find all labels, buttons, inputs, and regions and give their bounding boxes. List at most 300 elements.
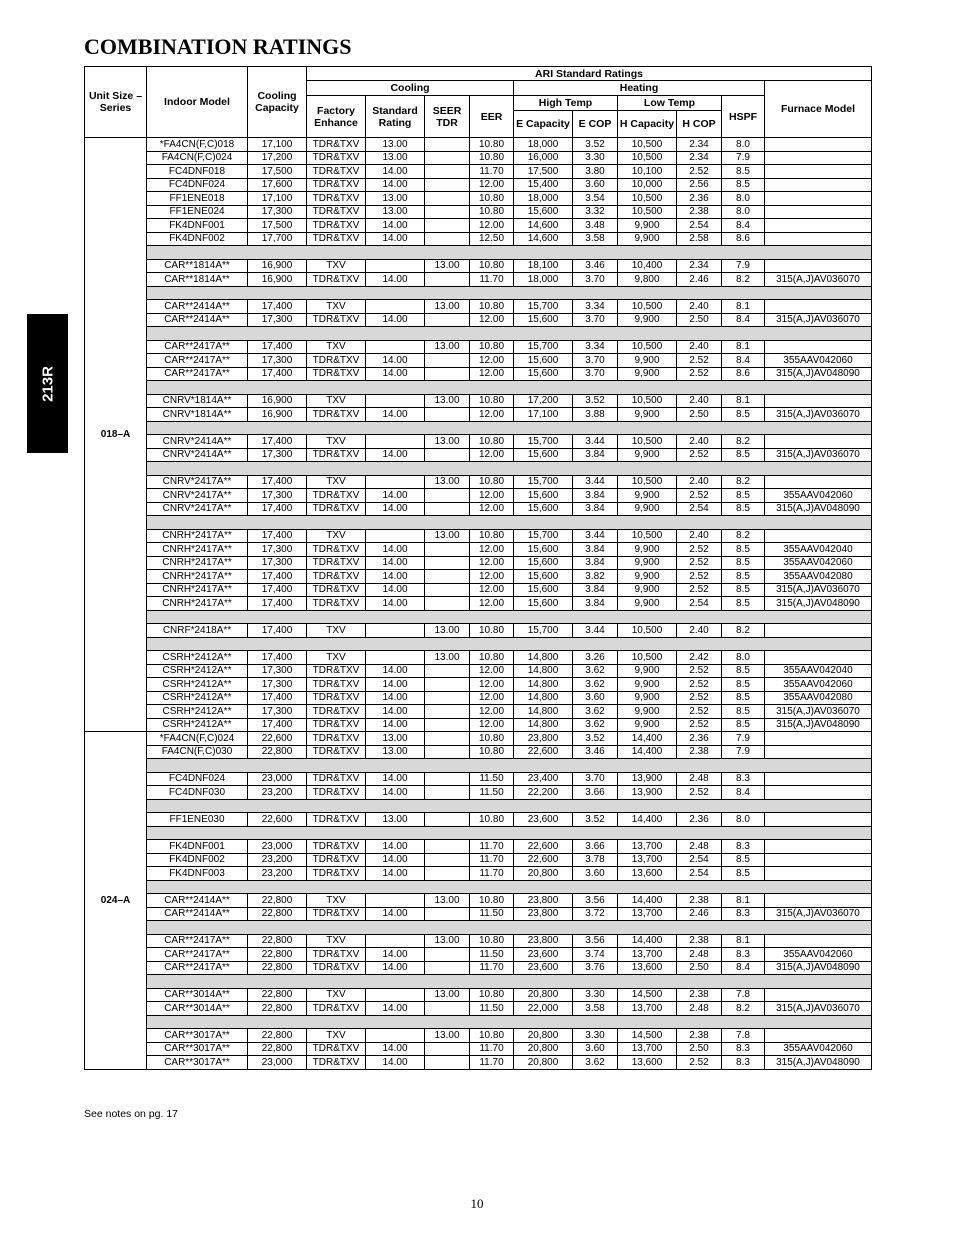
cell-standard-rating: 13.00	[366, 813, 425, 827]
cell-furnace-model: 315(A,J)AV036070	[765, 313, 872, 327]
cell-factory-enhance: TDR&TXV	[307, 556, 366, 570]
cell-hspf: 8.3	[722, 1042, 765, 1056]
cell-h-cop: 2.34	[677, 151, 722, 165]
table-row	[85, 840, 872, 854]
cell-indoor-model: *FA4CN(F,C)024	[147, 732, 248, 746]
cell-h-capacity: 13,700	[618, 840, 677, 854]
cell-indoor-model: FK4DNF002	[147, 853, 248, 867]
cell-h-capacity: 10,500	[618, 394, 677, 408]
cell-seer-tdr	[425, 273, 470, 287]
cell-hspf: 8.0	[722, 192, 765, 206]
cell-factory-enhance: TDR&TXV	[307, 151, 366, 165]
cell-eer: 10.80	[470, 138, 514, 152]
cell-h-cop: 2.48	[677, 772, 722, 786]
cell-furnace-model	[765, 934, 872, 948]
cell-seer-tdr	[425, 867, 470, 881]
cell-h-cop: 2.52	[677, 583, 722, 597]
cell-indoor-model: CNRV*1814A**	[147, 394, 248, 408]
cell-e-capacity: 15,600	[514, 502, 573, 516]
cell-h-capacity: 9,900	[618, 678, 677, 692]
cell-indoor-model: CAR**3017A**	[147, 1029, 248, 1043]
cell-seer-tdr: 13.00	[425, 651, 470, 665]
cell-furnace-model	[765, 178, 872, 192]
header-seer-tdr: SEER TDR	[425, 96, 470, 138]
cell-indoor-model: CSRH*2412A**	[147, 691, 248, 705]
cell-h-cop: 2.36	[677, 732, 722, 746]
cell-eer: 10.80	[470, 340, 514, 354]
cell-hspf: 8.5	[722, 165, 765, 179]
cell-factory-enhance: TXV	[307, 300, 366, 314]
cell-hspf: 8.5	[722, 178, 765, 192]
table-row	[85, 583, 872, 597]
cell-furnace-model	[765, 529, 872, 543]
cell-cooling-capacity: 17,400	[248, 583, 307, 597]
cell-hspf: 7.8	[722, 1029, 765, 1043]
cell-indoor-model: CNRH*2417A**	[147, 570, 248, 584]
cell-eer: 12.00	[470, 219, 514, 233]
cell-e-cop: 3.76	[573, 961, 618, 975]
cell-furnace-model	[765, 894, 872, 908]
unit-size-cell: 018–A	[85, 138, 147, 732]
cell-h-capacity: 9,900	[618, 502, 677, 516]
cell-cooling-capacity: 17,300	[248, 664, 307, 678]
separator-row	[85, 516, 872, 530]
cell-e-capacity: 15,700	[514, 529, 573, 543]
cell-standard-rating: 14.00	[366, 1002, 425, 1016]
cell-h-cop: 2.54	[677, 502, 722, 516]
cell-furnace-model: 355AAV042060	[765, 556, 872, 570]
cell-standard-rating: 14.00	[366, 1056, 425, 1070]
table-row	[85, 988, 872, 1002]
cell-h-cop: 2.40	[677, 529, 722, 543]
cell-e-cop: 3.62	[573, 678, 618, 692]
cell-h-cop: 2.40	[677, 340, 722, 354]
separator-row	[85, 799, 872, 813]
header-furnace-model: Furnace Model	[765, 81, 872, 138]
header-standard-rating: Standard Rating	[366, 96, 425, 138]
cell-e-capacity: 20,800	[514, 1056, 573, 1070]
cell-seer-tdr	[425, 205, 470, 219]
cell-eer: 11.50	[470, 907, 514, 921]
cell-eer: 10.80	[470, 300, 514, 314]
cell-hspf: 8.5	[722, 597, 765, 611]
cell-eer: 11.70	[470, 840, 514, 854]
cell-hspf: 8.5	[722, 408, 765, 422]
table-row	[85, 394, 872, 408]
separator-row	[85, 880, 872, 894]
cell-factory-enhance: TDR&TXV	[307, 948, 366, 962]
cell-furnace-model: 355AAV042080	[765, 570, 872, 584]
cell-standard-rating: 13.00	[366, 745, 425, 759]
cell-cooling-capacity: 16,900	[248, 408, 307, 422]
cell-factory-enhance: TDR&TXV	[307, 502, 366, 516]
cell-e-cop: 3.46	[573, 745, 618, 759]
cell-standard-rating: 14.00	[366, 178, 425, 192]
cell-cooling-capacity: 22,800	[248, 1042, 307, 1056]
cell-cooling-capacity: 22,800	[248, 948, 307, 962]
cell-e-cop: 3.44	[573, 624, 618, 638]
cell-seer-tdr: 13.00	[425, 435, 470, 449]
cell-h-cop: 2.40	[677, 475, 722, 489]
cell-h-cop: 2.38	[677, 745, 722, 759]
cell-h-cop: 2.54	[677, 867, 722, 881]
cell-h-cop: 2.40	[677, 435, 722, 449]
cell-hspf: 8.5	[722, 705, 765, 719]
cell-h-capacity: 10,500	[618, 300, 677, 314]
cell-cooling-capacity: 17,300	[248, 205, 307, 219]
cell-cooling-capacity: 22,800	[248, 961, 307, 975]
header-cooling: Cooling	[307, 81, 514, 96]
table-row	[85, 313, 872, 327]
cell-cooling-capacity: 22,800	[248, 1029, 307, 1043]
table-body	[85, 138, 872, 1070]
cell-h-cop: 2.34	[677, 259, 722, 273]
cell-hspf: 7.9	[722, 732, 765, 746]
cell-furnace-model: 315(A,J)AV036070	[765, 583, 872, 597]
cell-e-cop: 3.70	[573, 273, 618, 287]
cell-hspf: 8.3	[722, 1056, 765, 1070]
cell-factory-enhance: TXV	[307, 529, 366, 543]
cell-e-cop: 3.62	[573, 718, 618, 732]
cell-hspf: 7.9	[722, 259, 765, 273]
cell-seer-tdr	[425, 840, 470, 854]
cell-eer: 12.00	[470, 718, 514, 732]
cell-furnace-model	[765, 300, 872, 314]
cell-h-cop: 2.40	[677, 624, 722, 638]
footnote: See notes on pg. 17	[84, 1108, 178, 1120]
cell-factory-enhance: TDR&TXV	[307, 313, 366, 327]
table-row	[85, 907, 872, 921]
cell-cooling-capacity: 22,600	[248, 732, 307, 746]
cell-standard-rating: 14.00	[366, 718, 425, 732]
separator-row	[85, 610, 872, 624]
cell-h-cop: 2.52	[677, 448, 722, 462]
header-e-capacity: E Capacity	[514, 111, 573, 138]
section-tab-label: 213R	[39, 365, 56, 402]
cell-seer-tdr	[425, 354, 470, 368]
cell-e-cop: 3.82	[573, 570, 618, 584]
cell-indoor-model: FC4DNF018	[147, 165, 248, 179]
cell-eer: 12.00	[470, 678, 514, 692]
cell-h-capacity: 13,900	[618, 786, 677, 800]
cell-seer-tdr	[425, 813, 470, 827]
cell-cooling-capacity: 17,700	[248, 232, 307, 246]
cell-eer: 10.80	[470, 651, 514, 665]
cell-h-cop: 2.42	[677, 651, 722, 665]
table-row	[85, 853, 872, 867]
cell-standard-rating: 14.00	[366, 961, 425, 975]
separator-cell	[147, 975, 872, 989]
separator-row	[85, 246, 872, 260]
cell-factory-enhance: TXV	[307, 1029, 366, 1043]
cell-indoor-model: CAR**2414A**	[147, 907, 248, 921]
separator-cell	[147, 1015, 872, 1029]
cell-e-cop: 3.88	[573, 408, 618, 422]
cell-eer: 11.50	[470, 948, 514, 962]
cell-h-cop: 2.54	[677, 219, 722, 233]
cell-h-capacity: 13,900	[618, 772, 677, 786]
cell-e-capacity: 15,600	[514, 367, 573, 381]
cell-h-capacity: 14,400	[618, 894, 677, 908]
cell-eer: 11.70	[470, 867, 514, 881]
cell-hspf: 8.6	[722, 232, 765, 246]
cell-factory-enhance: TXV	[307, 394, 366, 408]
header-high-temp: High Temp	[514, 96, 618, 111]
cell-eer: 11.70	[470, 165, 514, 179]
cell-indoor-model: FC4DNF024	[147, 772, 248, 786]
cell-indoor-model: FA4CN(F,C)024	[147, 151, 248, 165]
cell-h-capacity: 10,500	[618, 435, 677, 449]
cell-e-capacity: 15,700	[514, 300, 573, 314]
cell-hspf: 8.5	[722, 448, 765, 462]
cell-cooling-capacity: 23,200	[248, 853, 307, 867]
separator-cell	[147, 462, 872, 476]
cell-eer: 12.00	[470, 691, 514, 705]
separator-row	[85, 421, 872, 435]
cell-indoor-model: CAR**2417A**	[147, 340, 248, 354]
cell-eer: 10.80	[470, 1029, 514, 1043]
unit-size-cell: 024–A	[85, 732, 147, 1070]
cell-e-cop: 3.60	[573, 178, 618, 192]
cell-e-capacity: 15,600	[514, 489, 573, 503]
cell-h-capacity: 14,400	[618, 813, 677, 827]
cell-standard-rating: 14.00	[366, 867, 425, 881]
cell-standard-rating	[366, 259, 425, 273]
cell-eer: 10.80	[470, 394, 514, 408]
cell-indoor-model: CAR**3017A**	[147, 1042, 248, 1056]
cell-cooling-capacity: 17,400	[248, 367, 307, 381]
table-row	[85, 138, 872, 152]
cell-indoor-model: CNRV*2414A**	[147, 435, 248, 449]
cell-hspf: 8.5	[722, 556, 765, 570]
cell-furnace-model: 315(A,J)AV048090	[765, 502, 872, 516]
cell-cooling-capacity: 22,800	[248, 934, 307, 948]
cell-e-cop: 3.84	[573, 543, 618, 557]
cell-indoor-model: CNRH*2417A**	[147, 543, 248, 557]
table-row	[85, 732, 872, 746]
cell-furnace-model	[765, 259, 872, 273]
cell-indoor-model: CSRH*2412A**	[147, 664, 248, 678]
cell-eer: 12.00	[470, 583, 514, 597]
cell-cooling-capacity: 16,900	[248, 394, 307, 408]
cell-seer-tdr	[425, 597, 470, 611]
table-row	[85, 151, 872, 165]
cell-factory-enhance: TDR&TXV	[307, 853, 366, 867]
cell-indoor-model: CNRV*2414A**	[147, 448, 248, 462]
cell-eer: 10.80	[470, 529, 514, 543]
cell-indoor-model: FK4DNF001	[147, 840, 248, 854]
separator-row	[85, 826, 872, 840]
cell-eer: 11.70	[470, 961, 514, 975]
section-tab	[27, 314, 68, 453]
cell-e-capacity: 17,500	[514, 165, 573, 179]
cell-standard-rating: 14.00	[366, 273, 425, 287]
cell-indoor-model: FK4DNF001	[147, 219, 248, 233]
cell-e-capacity: 18,100	[514, 259, 573, 273]
cell-h-cop: 2.52	[677, 367, 722, 381]
cell-standard-rating: 14.00	[366, 853, 425, 867]
cell-h-cop: 2.52	[677, 489, 722, 503]
cell-eer: 11.50	[470, 772, 514, 786]
cell-indoor-model: CAR**3017A**	[147, 1056, 248, 1070]
cell-eer: 10.80	[470, 745, 514, 759]
cell-seer-tdr	[425, 543, 470, 557]
cell-seer-tdr	[425, 178, 470, 192]
cell-eer: 11.50	[470, 786, 514, 800]
separator-cell	[147, 516, 872, 530]
cell-h-capacity: 9,900	[618, 691, 677, 705]
cell-seer-tdr	[425, 448, 470, 462]
cell-e-capacity: 22,600	[514, 745, 573, 759]
cell-seer-tdr: 13.00	[425, 475, 470, 489]
cell-hspf: 8.3	[722, 772, 765, 786]
header-unit-size: Unit Size – Series	[85, 67, 147, 138]
cell-cooling-capacity: 23,000	[248, 840, 307, 854]
table-row	[85, 664, 872, 678]
cell-e-capacity: 14,800	[514, 664, 573, 678]
cell-h-capacity: 9,900	[618, 367, 677, 381]
cell-h-cop: 2.52	[677, 570, 722, 584]
cell-indoor-model: FK4DNF003	[147, 867, 248, 881]
cell-e-cop: 3.66	[573, 786, 618, 800]
cell-seer-tdr	[425, 232, 470, 246]
cell-hspf: 8.2	[722, 435, 765, 449]
cell-standard-rating: 14.00	[366, 232, 425, 246]
cell-indoor-model: CNRV*2417A**	[147, 489, 248, 503]
cell-eer: 10.80	[470, 475, 514, 489]
cell-furnace-model	[765, 165, 872, 179]
cell-eer: 12.00	[470, 178, 514, 192]
cell-hspf: 8.1	[722, 394, 765, 408]
table-row	[85, 165, 872, 179]
cell-factory-enhance: TDR&TXV	[307, 408, 366, 422]
cell-e-capacity: 15,600	[514, 583, 573, 597]
cell-factory-enhance: TXV	[307, 259, 366, 273]
cell-cooling-capacity: 17,300	[248, 448, 307, 462]
table-row	[85, 691, 872, 705]
table-row	[85, 570, 872, 584]
cell-factory-enhance: TDR&TXV	[307, 597, 366, 611]
cell-h-cop: 2.52	[677, 678, 722, 692]
cell-furnace-model: 315(A,J)AV048090	[765, 1056, 872, 1070]
separator-row	[85, 759, 872, 773]
cell-h-cop: 2.56	[677, 178, 722, 192]
cell-e-cop: 3.62	[573, 664, 618, 678]
cell-eer: 12.00	[470, 502, 514, 516]
cell-indoor-model: CNRH*2417A**	[147, 597, 248, 611]
cell-standard-rating	[366, 624, 425, 638]
cell-h-cop: 2.50	[677, 1042, 722, 1056]
cell-hspf: 8.4	[722, 961, 765, 975]
cell-standard-rating: 14.00	[366, 367, 425, 381]
cell-furnace-model	[765, 745, 872, 759]
cell-hspf: 8.2	[722, 529, 765, 543]
cell-standard-rating	[366, 529, 425, 543]
cell-h-capacity: 10,400	[618, 259, 677, 273]
cell-eer: 10.80	[470, 259, 514, 273]
cell-furnace-model	[765, 772, 872, 786]
cell-eer: 10.80	[470, 205, 514, 219]
cell-standard-rating: 14.00	[366, 583, 425, 597]
cell-cooling-capacity: 16,900	[248, 259, 307, 273]
cell-h-cop: 2.54	[677, 597, 722, 611]
cell-e-capacity: 22,200	[514, 786, 573, 800]
cell-factory-enhance: TXV	[307, 475, 366, 489]
table-row	[85, 934, 872, 948]
separator-cell	[147, 921, 872, 935]
cell-h-capacity: 14,500	[618, 1029, 677, 1043]
cell-indoor-model: CAR**2417A**	[147, 948, 248, 962]
cell-furnace-model	[765, 786, 872, 800]
cell-furnace-model: 315(A,J)AV036070	[765, 1002, 872, 1016]
cell-standard-rating: 14.00	[366, 448, 425, 462]
cell-indoor-model: CNRV*2417A**	[147, 475, 248, 489]
cell-furnace-model: 315(A,J)AV036070	[765, 448, 872, 462]
cell-e-cop: 3.78	[573, 853, 618, 867]
cell-indoor-model: FA4CN(F,C)030	[147, 745, 248, 759]
cell-factory-enhance: TDR&TXV	[307, 867, 366, 881]
cell-h-capacity: 10,000	[618, 178, 677, 192]
cell-e-capacity: 14,800	[514, 718, 573, 732]
cell-seer-tdr: 13.00	[425, 988, 470, 1002]
cell-standard-rating	[366, 894, 425, 908]
table-row	[85, 678, 872, 692]
cell-standard-rating: 13.00	[366, 138, 425, 152]
cell-e-capacity: 22,000	[514, 1002, 573, 1016]
cell-e-capacity: 14,800	[514, 705, 573, 719]
cell-eer: 12.00	[470, 556, 514, 570]
table-row	[85, 475, 872, 489]
cell-factory-enhance: TDR&TXV	[307, 907, 366, 921]
cell-h-cop: 2.54	[677, 853, 722, 867]
cell-indoor-model: FC4DNF030	[147, 786, 248, 800]
cell-seer-tdr	[425, 570, 470, 584]
cell-e-cop: 3.70	[573, 772, 618, 786]
cell-hspf: 8.0	[722, 205, 765, 219]
table-row	[85, 556, 872, 570]
table-row	[85, 597, 872, 611]
cell-e-cop: 3.70	[573, 313, 618, 327]
cell-factory-enhance: TDR&TXV	[307, 1042, 366, 1056]
cell-factory-enhance: TDR&TXV	[307, 691, 366, 705]
cell-e-cop: 3.30	[573, 1029, 618, 1043]
cell-cooling-capacity: 23,000	[248, 1056, 307, 1070]
cell-e-cop: 3.84	[573, 448, 618, 462]
separator-cell	[147, 637, 872, 651]
header-e-cop: E COP	[573, 111, 618, 138]
cell-e-capacity: 15,600	[514, 205, 573, 219]
cell-h-capacity: 9,900	[618, 219, 677, 233]
cell-hspf: 8.6	[722, 367, 765, 381]
cell-furnace-model: 315(A,J)AV048090	[765, 367, 872, 381]
cell-indoor-model: CAR**2414A**	[147, 313, 248, 327]
cell-e-cop: 3.44	[573, 435, 618, 449]
cell-indoor-model: CNRH*2417A**	[147, 583, 248, 597]
cell-e-cop: 3.52	[573, 732, 618, 746]
cell-e-capacity: 15,600	[514, 354, 573, 368]
cell-furnace-model	[765, 192, 872, 206]
cell-h-cop: 2.38	[677, 988, 722, 1002]
cell-e-capacity: 23,800	[514, 934, 573, 948]
cell-eer: 11.70	[470, 853, 514, 867]
table-row	[85, 219, 872, 233]
table-row	[85, 651, 872, 665]
cell-indoor-model: FF1ENE018	[147, 192, 248, 206]
cell-h-cop: 2.52	[677, 165, 722, 179]
cell-factory-enhance: TXV	[307, 894, 366, 908]
cell-cooling-capacity: 23,000	[248, 772, 307, 786]
combination-ratings-table	[84, 66, 872, 1070]
